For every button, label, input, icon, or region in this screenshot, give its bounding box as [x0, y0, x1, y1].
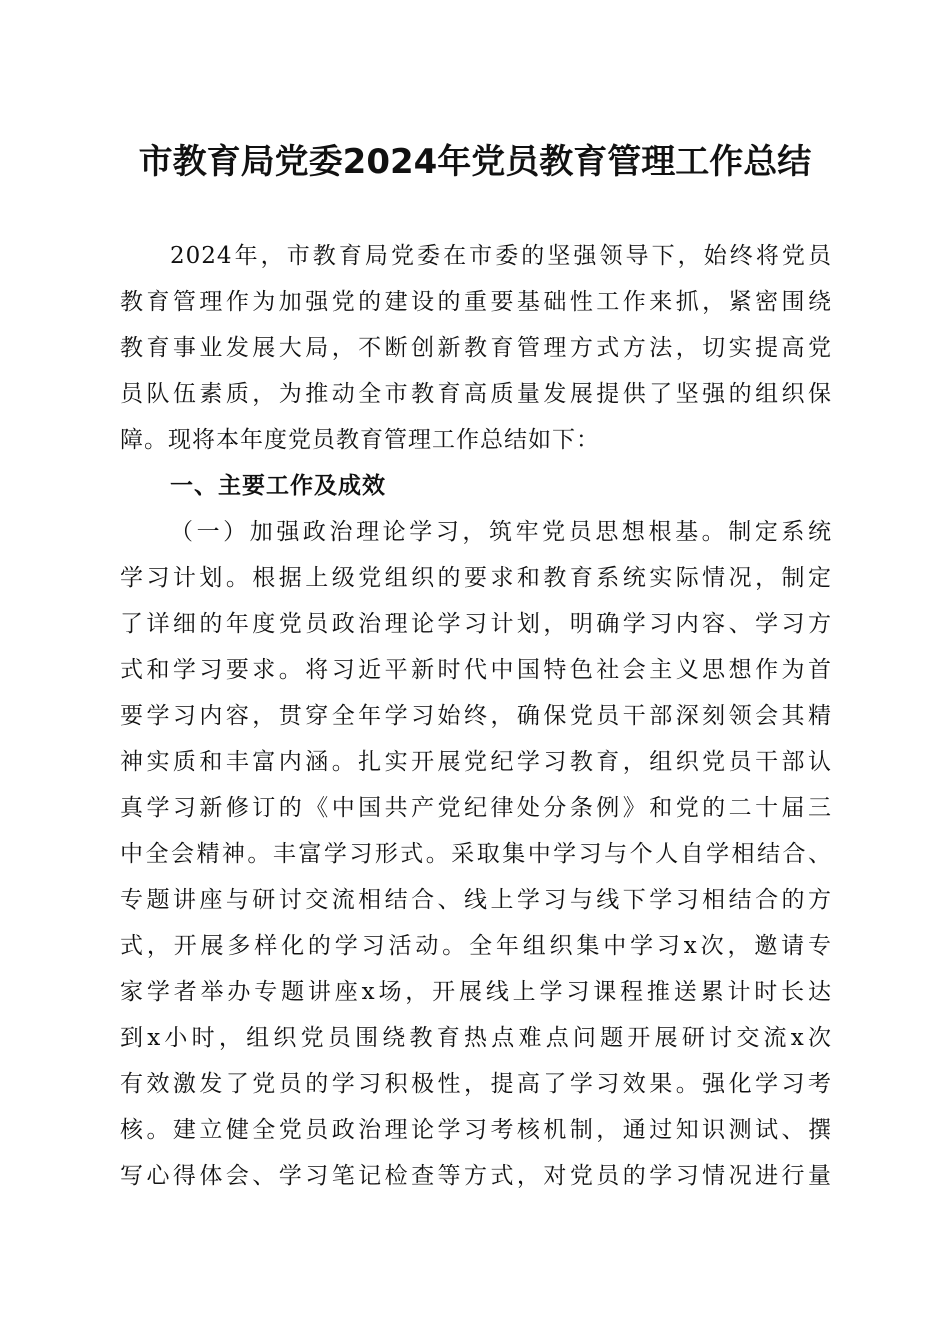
intro-line: 2024年，市教育局党委在市委的坚强领导下，始终将党员 — [170, 243, 832, 269]
subsection-first-line — [120, 509, 832, 555]
document-title: 市教育局党委2024年党员教育管理工作总结 — [138, 142, 812, 182]
intro-line: 员队伍素质，为推动全市教育高质量发展提供了坚强的组织保 — [120, 381, 832, 407]
section-heading: 一、主要工作及成效 — [170, 473, 386, 499]
body-line: 专题讲座与研讨交流相结合、线上学习与线下学习相结合的方 — [120, 887, 832, 913]
body-line: 学习计划。根据上级党组织的要求和教育系统实际情况，制定 — [120, 565, 832, 591]
body-line: 神实质和丰富内涵。扎实开展党纪学习教育，组织党员干部认 — [120, 749, 832, 775]
body-line: 式，开展多样化的学习活动。全年组织集中学习x次，邀请专 — [120, 933, 832, 959]
body-line: 中全会精神。丰富学习形式。采取集中学习与个人自学相结合、 — [120, 841, 832, 867]
subsection-heading: （一）加强政治理论学习，筑牢党员思想根基。 — [170, 519, 729, 545]
body-line: 要学习内容，贯穿全年学习始终，确保党员干部深刻领会其精 — [120, 703, 832, 729]
body-line: 真学习新修订的《中国共产党纪律处分条例》和党的二十届三 — [120, 795, 832, 821]
intro-line: 教育事业发展大局，不断创新教育管理方式方法，切实提高党 — [120, 335, 832, 361]
intro-line: 障。现将本年度党员教育管理工作总结如下： — [120, 427, 600, 453]
body-line: 到x小时，组织党员围绕教育热点难点问题开展研讨交流x次 — [120, 1025, 832, 1051]
document-body — [120, 233, 832, 1199]
body-line: 写心得体会、学习笔记检查等方式，对党员的学习情况进行量 — [120, 1163, 832, 1189]
intro-line: 教育管理作为加强党的建设的重要基础性工作来抓，紧密围绕 — [120, 289, 832, 315]
body-line: 了详细的年度党员政治理论学习计划，明确学习内容、学习方 — [120, 611, 832, 637]
body-line: 核。建立健全党员政治理论学习考核机制，通过知识测试、撰 — [120, 1117, 832, 1143]
subsection-first-line-text: 制定系统 — [728, 519, 833, 545]
body-line: 有效激发了党员的学习积极性，提高了学习效果。强化学习考 — [120, 1071, 832, 1097]
body-line: 家学者举办专题讲座x场，开展线上学习课程推送累计时长达 — [120, 979, 832, 1005]
body-line: 式和学习要求。将习近平新时代中国特色社会主义思想作为首 — [120, 657, 832, 683]
